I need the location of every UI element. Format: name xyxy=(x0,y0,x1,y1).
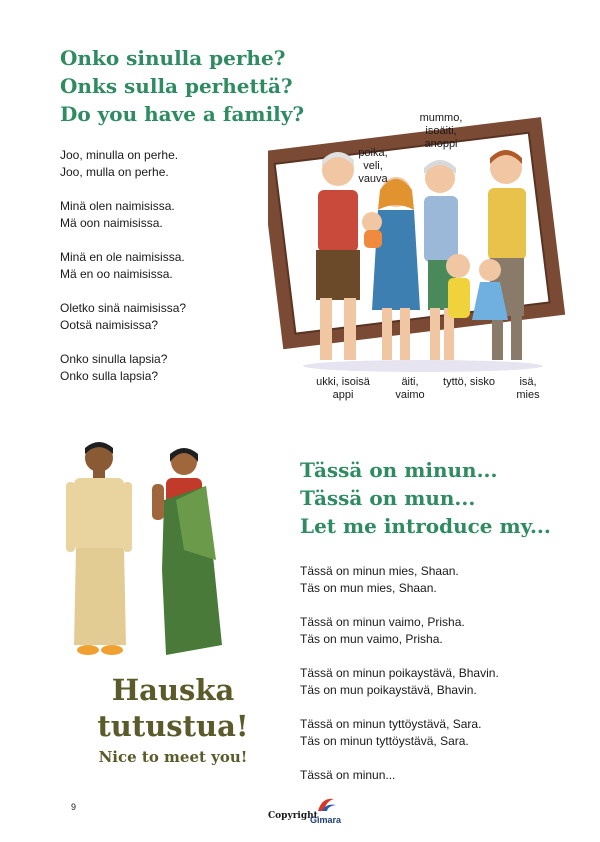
intro-line: Tässä on minun... xyxy=(300,768,396,782)
label-daughter xyxy=(433,376,505,389)
phrase-group xyxy=(60,351,280,385)
phrase-line: Ootsä naimisissa? xyxy=(60,318,159,332)
intro-title-line-2: Tässä on mun... xyxy=(300,486,476,510)
intro-line: Tässä on minun vaimo, Prisha. xyxy=(300,615,465,629)
label-line: vauva xyxy=(358,173,388,185)
intro-line: Täs on mun mies, Shaan. xyxy=(300,581,437,595)
label-line: isä, xyxy=(519,376,537,388)
greeting-line-2: tutustua! xyxy=(97,709,249,743)
intro-line: Tässä on minun tyttöystävä, Sara. xyxy=(300,717,482,731)
family-illustration xyxy=(268,110,568,410)
label-line: äiti, xyxy=(401,376,419,388)
intro-group xyxy=(300,614,580,648)
label-line: anoppi xyxy=(424,138,458,150)
intro-line: Tässä on minun poikaystävä, Bhavin. xyxy=(300,666,499,680)
label-line: tyttö, sisko xyxy=(443,376,495,388)
intro-group xyxy=(300,716,580,750)
label-line: vaimo xyxy=(395,389,425,401)
phrase-group xyxy=(60,249,280,283)
title-line-2: Onks sulla perhettä? xyxy=(60,74,293,98)
label-line: isoäiti, xyxy=(425,125,457,137)
label-line: ukki, isoisä xyxy=(316,376,370,388)
label-line: appi xyxy=(332,389,354,401)
phrase-list xyxy=(60,147,280,402)
man-figure xyxy=(66,442,132,655)
phrase-line: Oletko sinä naimisissa? xyxy=(60,301,187,315)
phrase-line: Mä oon naimisissa. xyxy=(60,216,163,230)
intro-line: Täs on mun poikaystävä, Bhavin. xyxy=(300,683,477,697)
greeting-subtitle: Nice to meet you! xyxy=(98,748,248,766)
phrase-line: Minä olen naimisissa. xyxy=(60,199,175,213)
page-number: 9 xyxy=(71,802,77,812)
label-grandpa xyxy=(304,376,382,402)
couple-illustration xyxy=(66,440,236,665)
phrase-line: Onko sulla lapsia? xyxy=(60,369,159,383)
phrase-group xyxy=(60,147,280,181)
phrase-line: Mä en oo naimisissa. xyxy=(60,267,173,281)
intro-group xyxy=(300,665,580,699)
label-son xyxy=(348,147,398,186)
phrase-line: Joo, minulla on perhe. xyxy=(60,148,179,162)
label-father xyxy=(506,376,550,402)
intro-group xyxy=(300,563,580,597)
woman-figure xyxy=(152,448,222,655)
label-mother xyxy=(386,376,434,402)
greeting xyxy=(60,672,286,768)
label-line: mies xyxy=(516,389,540,401)
phrase-group xyxy=(60,198,280,232)
intro-title xyxy=(300,456,580,540)
intro-group xyxy=(300,767,580,784)
intro-title-line-1: Tässä on minun... xyxy=(300,458,498,482)
label-grandma xyxy=(410,112,472,151)
intro-title-line-3: Let me introduce my... xyxy=(300,514,551,538)
label-line: mummo, xyxy=(419,112,463,124)
father-figure xyxy=(488,150,526,360)
label-line: poika, xyxy=(358,147,388,159)
label-line: veli, xyxy=(363,160,383,172)
title-line-3: Do you have a family? xyxy=(60,102,305,126)
intro-line: Täs on minun tyttöystävä, Sara. xyxy=(300,734,469,748)
copyright-text: Copyright xyxy=(268,811,318,821)
phrase-line: Onko sinulla lapsia? xyxy=(60,352,168,366)
phrase-group xyxy=(60,300,280,334)
phrase-line: Joo, mulla on perhe. xyxy=(60,165,169,179)
greeting-line-1: Hauska xyxy=(111,673,235,707)
intro-line: Tässä on minun mies, Shaan. xyxy=(300,564,459,578)
intro-list xyxy=(300,563,580,801)
title-line-1: Onko sinulla perhe? xyxy=(60,46,286,70)
intro-line: Täs on mun vaimo, Prisha. xyxy=(300,632,443,646)
logo-text: Gimara xyxy=(310,815,342,825)
gimara-logo-icon xyxy=(314,795,338,813)
daughters-figure xyxy=(446,254,508,320)
phrase-line: Minä en ole naimisissa. xyxy=(60,250,185,264)
